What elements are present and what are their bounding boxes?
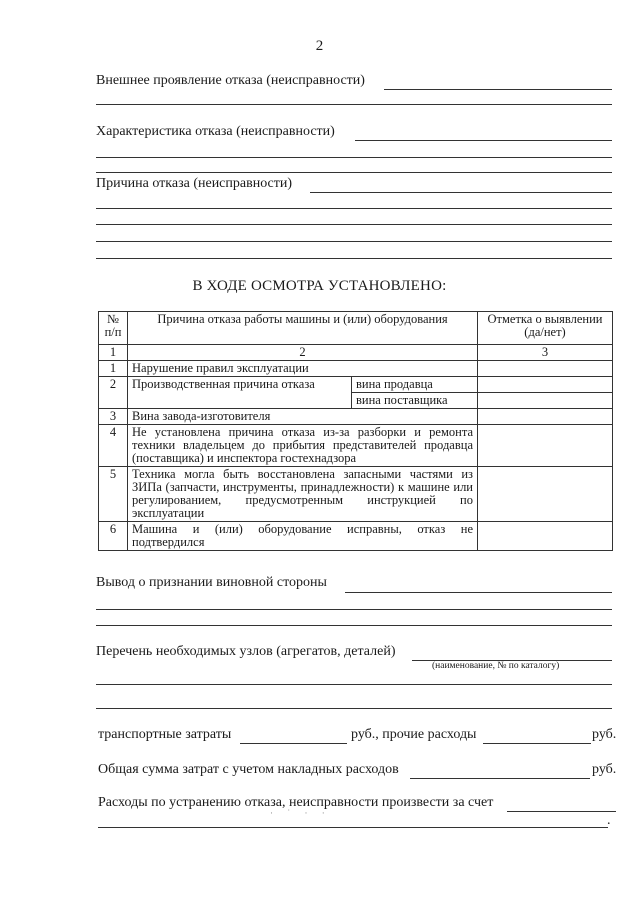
table-row [99, 361, 613, 377]
characteristic-label: Характеристика отказа (неисправности) [96, 124, 335, 139]
currency-label-1: руб. [592, 727, 617, 742]
conclusion-fill-line-2[interactable] [96, 609, 612, 610]
mark-cell[interactable] [478, 393, 613, 409]
table-row [99, 522, 613, 551]
col-number-3: 3 [478, 345, 613, 361]
cause-fill-line-5[interactable] [96, 258, 612, 259]
table-row [99, 425, 613, 467]
transport-amount-line[interactable] [240, 743, 347, 744]
cause-fill-line-3[interactable] [96, 224, 612, 225]
cause-label: Причина отказа (неисправности) [96, 176, 293, 191]
header-mark: Отметка о выявлении (да/нет) [478, 312, 613, 345]
row-reason: Техника могла быть восстановлена запасными частями из ЗИПа (запчасти, инструменты, принадлежности) к машине или регулированием, предусмотренным инструкцией по эксплуатации [128, 467, 478, 522]
scan-specks: · ˙ · · [270, 808, 331, 818]
row-reason: Не установлена причина отказа из-за разборки и ремонта техники владельцем до прибытия представителей продавца (поставщика) и инспектора гостехнадзора [128, 425, 478, 467]
parts-hint: (наименование, № по каталогу) [432, 661, 560, 671]
col-number-1: 1 [99, 345, 128, 361]
conclusion-fill-line-3[interactable] [96, 625, 612, 626]
mark-cell[interactable] [478, 409, 613, 425]
expenses-label: Расходы по устранению отказа, неисправности произвести за счет [98, 795, 494, 810]
mark-cell[interactable] [478, 467, 613, 522]
expenses-fill-line-2[interactable] [98, 827, 608, 828]
page-number: 2 [315, 38, 324, 54]
row-reason: Нарушение правил эксплуатации [128, 361, 478, 377]
currency-label-2: руб. [592, 762, 617, 777]
conclusion-fill-line-1[interactable] [345, 592, 612, 593]
col-number-2: 2 [128, 345, 478, 361]
cause-fill-line-2[interactable] [96, 208, 612, 209]
mark-cell[interactable] [478, 361, 613, 377]
row-num: 5 [99, 467, 128, 522]
header-reason: Причина отказа работы машины и (или) оборудования [128, 312, 478, 345]
transport-label: транспортные затраты [98, 727, 232, 742]
table-header-row [99, 312, 613, 345]
row-reason: Машина и (или) оборудование исправны, отказ не подтвердился [128, 522, 478, 551]
table-row [99, 467, 613, 522]
characteristic-fill-line-3[interactable] [96, 172, 612, 173]
characteristic-fill-line-2[interactable] [96, 157, 612, 158]
total-label: Общая сумма затрат с учетом накладных расходов [98, 762, 399, 777]
external-fill-line-1[interactable] [384, 89, 612, 90]
cause-fill-line-1[interactable] [310, 192, 612, 193]
table-row [99, 377, 613, 393]
other-costs-amount-line[interactable] [483, 743, 591, 744]
other-costs-label: руб., прочие расходы [351, 727, 477, 742]
row-reason: Производственная причина отказа [128, 377, 352, 409]
row-num: 3 [99, 409, 128, 425]
inspection-table [98, 311, 613, 551]
column-number-row [99, 345, 613, 361]
cause-fill-line-4[interactable] [96, 241, 612, 242]
conclusion-label: Вывод о признании виновной стороны [96, 575, 327, 590]
external-label: Внешнее проявление отказа (неисправности) [96, 73, 365, 88]
mark-cell[interactable] [478, 522, 613, 551]
row-num: 1 [99, 361, 128, 377]
mark-cell[interactable] [478, 425, 613, 467]
parts-fill-line-3[interactable] [96, 708, 612, 709]
row-subreason: вина продавца [352, 377, 478, 393]
external-fill-line-2[interactable] [96, 104, 612, 105]
header-num: № п/п [99, 312, 128, 345]
row-reason: Вина завода-изготовителя [128, 409, 478, 425]
table-row [99, 409, 613, 425]
row-num: 4 [99, 425, 128, 467]
expenses-fill-line-1[interactable] [507, 811, 616, 812]
mark-cell[interactable] [478, 377, 613, 393]
row-num: 2 [99, 377, 128, 409]
row-num: 6 [99, 522, 128, 551]
section-heading: В ХОДЕ ОСМОТРА УСТАНОВЛЕНО: [192, 278, 447, 294]
total-amount-line[interactable] [410, 778, 590, 779]
final-period: . [607, 813, 611, 828]
characteristic-fill-line-1[interactable] [355, 140, 612, 141]
parts-label: Перечень необходимых узлов (агрегатов, деталей) [96, 644, 396, 659]
parts-fill-line-2[interactable] [96, 684, 612, 685]
row-subreason: вина поставщика [352, 393, 478, 409]
